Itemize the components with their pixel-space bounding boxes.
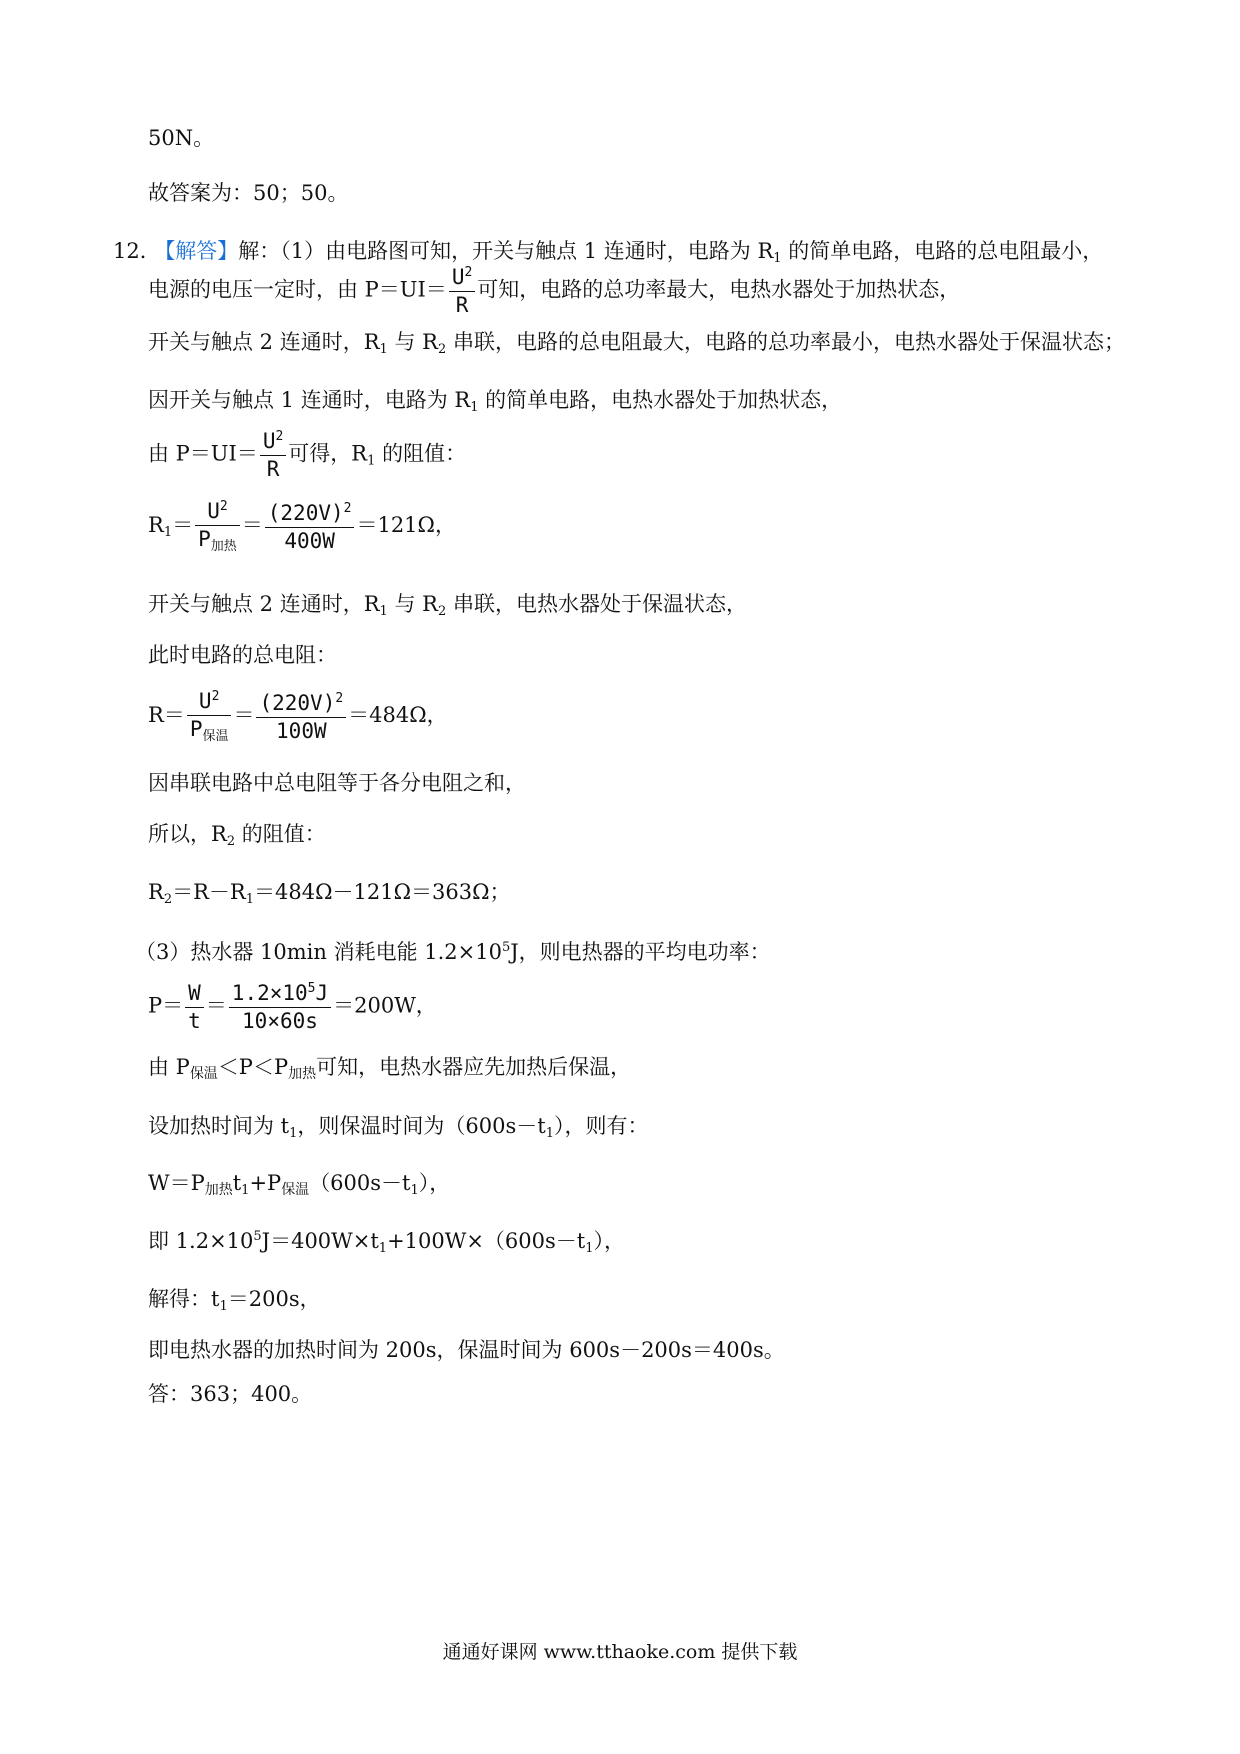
average-power-calculation: P＝ $\frac{W}{t}$ ＝ $\frac{1.2\times 10^5J}{10\times 60s}$ ＝200W， — [148, 980, 437, 1033]
time-setup-line: 设加热时间为 $t_1$，则保温时间为$(600s-t_1)$，则有： — [148, 1114, 649, 1141]
heating-state-line: 因开关与触点 1 连通时，电路为 $R_1$ 的简单电路，电热水器处于加热状态， — [148, 388, 843, 415]
fraction-w-t: $\frac{W}{t}$ — [185, 983, 204, 1032]
fraction-220v-100w: $\frac{(220V)^2}{100W}$ — [256, 692, 346, 742]
fraction-u2-r: $\frac{U^2}{R}$ — [449, 266, 475, 316]
warming-state-line: 开关与触点 2 连通时，$R_1$ 与 $R_2$ 串联，电热水器处于保温状态， — [148, 592, 747, 619]
fraction-u2-r: $\frac{U^2}{R}$ — [260, 430, 286, 480]
answer-tag: 【解答】 — [164, 239, 239, 263]
energy-substitution-line: 即 $1.2\times 10^5J=400W\times t_1+100W\times(600s-t_1)$， — [148, 1229, 626, 1256]
total-resistance-label: 此时电路的总电阻： — [148, 643, 337, 667]
fraction-u2-pheat: $\frac{U^2}{P_{加热}}$ — [195, 500, 240, 553]
final-answer-line: 答：363；400。 — [148, 1382, 313, 1406]
series-rule-line: 因串联电路中总电阻等于各分电阻之和， — [148, 771, 526, 795]
power-formula-line: 电源的电压一定时，由 P＝UI＝ $\frac{U^2}{R}$ 可知，电路的总功率最大，电热水器处于加热状态， — [148, 265, 961, 317]
answer-line-50n: 50N。 — [148, 126, 215, 150]
part3-intro: （3）热水器 10min 消耗电能 $1.2\times 10^5J$，则电热器的平均电功率： — [135, 940, 771, 964]
fraction-220v-400w: $\frac{(220V)^2}{400W}$ — [265, 502, 355, 552]
r2-label: 所以，$R_2$ 的阻值： — [148, 822, 326, 849]
power-comparison-line: 由 $P_{保温}<P<P_{加热}$可知，电热水器应先加热后保温， — [148, 1055, 632, 1082]
conclusion-line: 即电热水器的加热时间为 200s，保温时间为 600s－200s＝400s。 — [148, 1338, 785, 1362]
total-resistance-calculation: R＝ $\frac{U^2}{P_{保温}}$ ＝ $\frac{(220V)^2}{100W}$ ＝484Ω， — [148, 689, 448, 744]
answer-summary-11: 故答案为：50；50。 — [148, 181, 349, 205]
energy-equation-line: $W=P_{加热}t_1+P_{保温}(600s-t_1)$， — [148, 1171, 451, 1198]
question-number: 12． — [113, 239, 161, 263]
question-12-header: 12． 【解答】解：（1）由电路图可知，开关与触点 1 连通时，电路为 $R_1$ 的简单电路，电路的总电阻最小， — [113, 239, 1104, 266]
solution-line: 解得：$t_1=200s$， — [148, 1287, 321, 1314]
r2-calculation: $R_2=R-R_1=484\Omega-121\Omega=363\Omega$； — [148, 880, 511, 907]
r1-derivation-line: 由 P＝UI＝ $\frac{U^2}{R}$ 可得，$R_1$ 的阻值： — [148, 429, 467, 481]
r1-calculation: $R_1=$ $\frac{U^2}{P_{加热}}$ ＝ $\frac{(220V)^2}{400W}$ ＝121Ω， — [148, 499, 456, 554]
page-footer: 通通好课网 www.tthaoke.com 提供下载 — [442, 1641, 798, 1663]
fraction-energy-time: $\frac{1.2\times 10^5J}{10\times 60s}$ — [229, 982, 331, 1032]
series-state-line: 开关与触点 2 连通时，$R_1$ 与 $R_2$ 串联，电路的总电阻最大，电路的总功率最小，电热水器处于保温状态； — [148, 330, 1125, 357]
fraction-u2-pwarm: $\frac{U^2}{P_{保温}}$ — [187, 690, 232, 743]
